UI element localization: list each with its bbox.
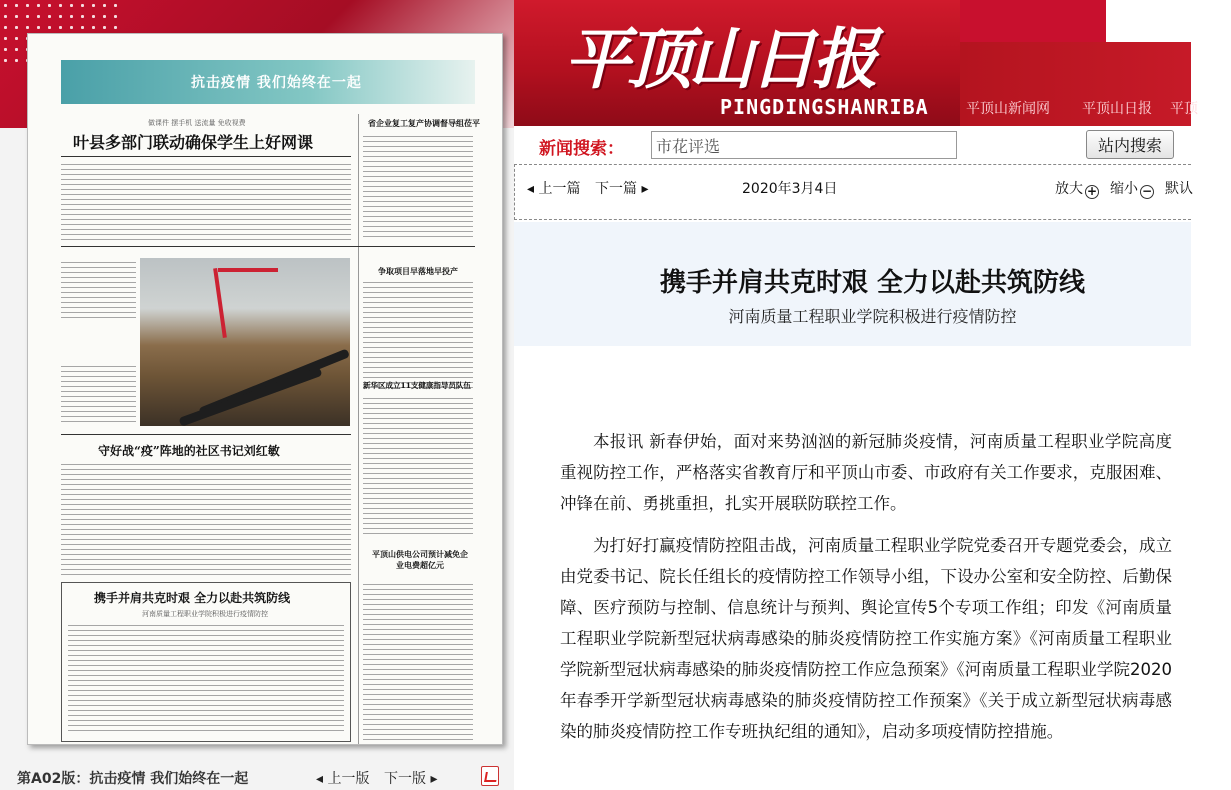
article-paragraph: 为打好打赢疫情防控阻击战，河南质量工程职业学院党委召开专题党委会，成立由党委书记、院长任组长的疫情防控工作领导小组，下设办公室和安全防控、后勤保障、医疗预防与控制、信息统计与预判、舆论宣传5个专项工作组；印发《河南质量工程职业学院新型冠状病毒感染的肺炎疫情防控工作实施方案》《河南质量工程职业学院新型冠状病毒感染的肺炎疫情防控工作应急预案》《河南质量工程职业学院2020年春季开学新型冠状病毒感染的肺炎疫情防控工作预案》《关于成立新型冠状病毒感染的肺炎疫情防控工作专班执纪组的通知》，启动多项疫情防控措施。 [560,536,1172,741]
paper-header-banner-text: 抗击疫情 我们始终在一起 [191,75,362,91]
paper-text-block [363,134,473,239]
crane-boom [218,268,278,272]
paper-highlighted-article[interactable] [61,582,351,742]
pipe [178,367,322,427]
edition-label[interactable]: 第A02版：抗击疫情 我们始终在一起 [17,771,249,787]
paper-column-divider [358,114,359,744]
article-title: 携手并肩共克时艰 全力以赴共筑防线 [659,268,1086,298]
prev-edition-link[interactable]: ◂ 上一版 [316,771,370,787]
newspaper-logo-romanization: PINGDINGSHANRIBA [720,95,929,119]
paper-text-block [61,260,136,320]
paper-rule [61,434,351,435]
newspaper-page-panel [0,0,514,790]
default-size-button[interactable]: 默认 [1165,181,1193,197]
search-input[interactable] [651,131,957,159]
article-toolbar [514,164,1191,220]
next-edition-label: 下一版 [384,771,426,787]
paper-rule [61,156,351,157]
paper-headline-3-deck: 河南质量工程职业学院积极进行疫情防控 [142,610,268,618]
prev-article-label: 上一篇 [538,181,581,197]
paper-text-block [68,623,344,735]
crane-arm [213,268,227,338]
paper-side-head-1[interactable]: 省企业复工复产协调督导组莅平 [368,118,480,128]
zoom-out-button[interactable] [1110,178,1154,199]
article-subtitle: 河南质量工程职业学院积极进行疫情防控 [728,307,1017,326]
paper-text-block [363,582,473,742]
paper-text-block [61,462,351,577]
masthead-link-2[interactable]: 平顶山日报 [1082,101,1152,117]
next-article-link[interactable]: 下一篇 ▸ [595,181,649,197]
paper-rule [61,246,475,247]
paper-text-block [363,396,473,536]
zoom-out-label: 缩小 [1110,181,1138,197]
paper-header-banner [61,60,475,104]
article-body [560,426,1172,758]
prev-article-link[interactable]: ◂ 上一篇 [527,181,581,197]
masthead-link-3[interactable]: 平顶 [1170,101,1198,117]
next-article-label: 下一篇 [595,181,637,197]
edition-footer [0,760,514,790]
next-edition-link[interactable]: 下一版 ▸ [384,771,438,787]
paper-side-head-2[interactable]: 争取项目早落地早投产 [378,266,458,276]
newspaper-page-image[interactable] [27,33,503,745]
search-bar [514,126,1191,164]
paper-text-block [363,280,473,390]
masthead-white-corner [1106,0,1191,42]
plus-icon: + [1086,184,1098,198]
zoom-in-button[interactable] [1055,178,1099,199]
minus-icon: − [1141,184,1153,198]
pdf-icon[interactable] [481,766,499,786]
paper-headline-2[interactable]: 守好战“疫”阵地的社区书记刘红敏 [98,444,280,458]
masthead [514,0,1198,126]
paper-text-block [61,364,136,426]
masthead-red-strip [960,0,1106,42]
paper-side-head-3[interactable]: 新华区成立11支健康指导员队伍 [363,381,471,390]
issue-date: 2020年3月4日 [742,181,838,197]
paper-headline-1[interactable]: 叶县多部门联动确保学生上好网课 [73,133,314,152]
article-paragraph: 本报讯 新春伊始，面对来势汹汹的新冠肺炎疫情，河南质量工程职业学院高度重视防控工作，严格落实省教育厅和平顶山市委、市政府有关工作要求，克服困难、冲锋在前、勇挑重担，扎实开展联防联控工作。 [560,432,1172,513]
article-reader-panel [514,0,1198,790]
search-label: 新闻搜索： [539,139,624,159]
paper-construction-photo[interactable] [140,258,350,426]
article-header [514,222,1191,346]
paper-headline-3[interactable]: 携手并肩共克时艰 全力以赴共筑防线 [94,591,291,605]
paper-text-block [61,162,351,244]
zoom-in-label: 放大 [1055,181,1083,197]
masthead-link-1[interactable]: 平顶山新闻网 [966,101,1050,117]
site-search-button[interactable]: 站内搜索 [1086,130,1174,159]
newspaper-logo[interactable]: 平顶山日报 [564,20,874,98]
paper-side-head-4[interactable]: 平顶山供电公司预计减免企业电费超亿元 [372,549,468,570]
paper-headline-1-deck: 做课件 摆手机 送流量 免收视费 [148,119,246,127]
prev-edition-label: 上一版 [327,771,370,787]
